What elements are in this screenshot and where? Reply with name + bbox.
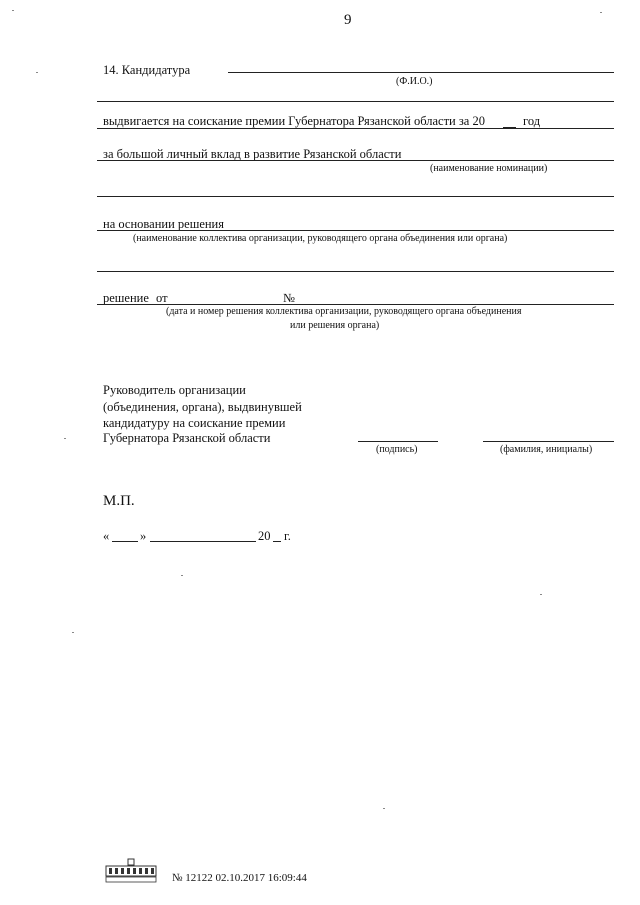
scan-speck	[72, 632, 74, 633]
name-line	[483, 441, 614, 442]
date-year-blank	[273, 541, 281, 542]
registration-stamp: № 12122 02.10.2017 16:09:44	[172, 872, 307, 884]
scan-speck	[383, 808, 385, 809]
fio-line	[228, 72, 614, 73]
decision-caption-line1: (дата и номер решения коллектива организации, руководящего органа объединения	[166, 306, 522, 317]
decision-line	[97, 304, 614, 305]
basis-line	[97, 230, 614, 231]
decision-from-label: от	[156, 291, 168, 305]
category-line	[97, 160, 614, 161]
date-open-quote: «	[103, 529, 110, 543]
head-line-1: Руководитель организации	[103, 383, 246, 397]
scan-speck	[600, 12, 602, 13]
signature-caption: (подпись)	[376, 444, 418, 455]
scan-speck	[36, 72, 38, 73]
head-line-4: Губернатора Рязанской области	[103, 431, 271, 445]
head-line-3: кандидатуру на соискание премии	[103, 416, 286, 430]
date-day-blank	[112, 541, 138, 542]
scan-speck	[12, 10, 14, 11]
fio-line-2	[97, 101, 614, 102]
category-caption: (наименование номинации)	[430, 163, 548, 174]
nomination-category: за большой личный вклад в развитие Рязанской области	[103, 147, 402, 161]
basis-line-2	[97, 271, 614, 272]
decision-number-label: №	[283, 291, 295, 305]
scan-speck	[181, 575, 183, 576]
stamp-place: М.П.	[103, 493, 135, 509]
fio-caption: (Ф.И.О.)	[396, 76, 433, 87]
date-year-prefix: 20	[258, 529, 271, 543]
date-year-suffix: г.	[284, 529, 291, 543]
registry-logo	[103, 858, 159, 884]
date-month-blank	[150, 541, 256, 542]
basis-caption: (наименование коллектива организации, руководящего органа объединения или органа)	[133, 233, 508, 244]
decision-label: решение	[103, 291, 149, 305]
nomination-year-label: год	[523, 114, 541, 128]
category-line-2	[97, 196, 614, 197]
scan-speck	[540, 594, 542, 595]
nomination-line	[97, 128, 614, 129]
basis-label: на основании решения	[103, 217, 224, 231]
signature-line	[358, 441, 438, 442]
date-close-quote: »	[140, 529, 147, 543]
nomination-text: выдвигается на соискание премии Губернатора Рязанской области за 20	[103, 114, 485, 128]
page-number: 9	[344, 12, 352, 28]
decision-caption-line2: или решения органа)	[290, 320, 380, 331]
name-caption: (фамилия, инициалы)	[500, 444, 593, 455]
section-label: 14. Кандидатура	[103, 63, 191, 77]
scan-speck	[64, 438, 66, 439]
head-line-2: (объединения, органа), выдвинувшей	[103, 400, 302, 414]
